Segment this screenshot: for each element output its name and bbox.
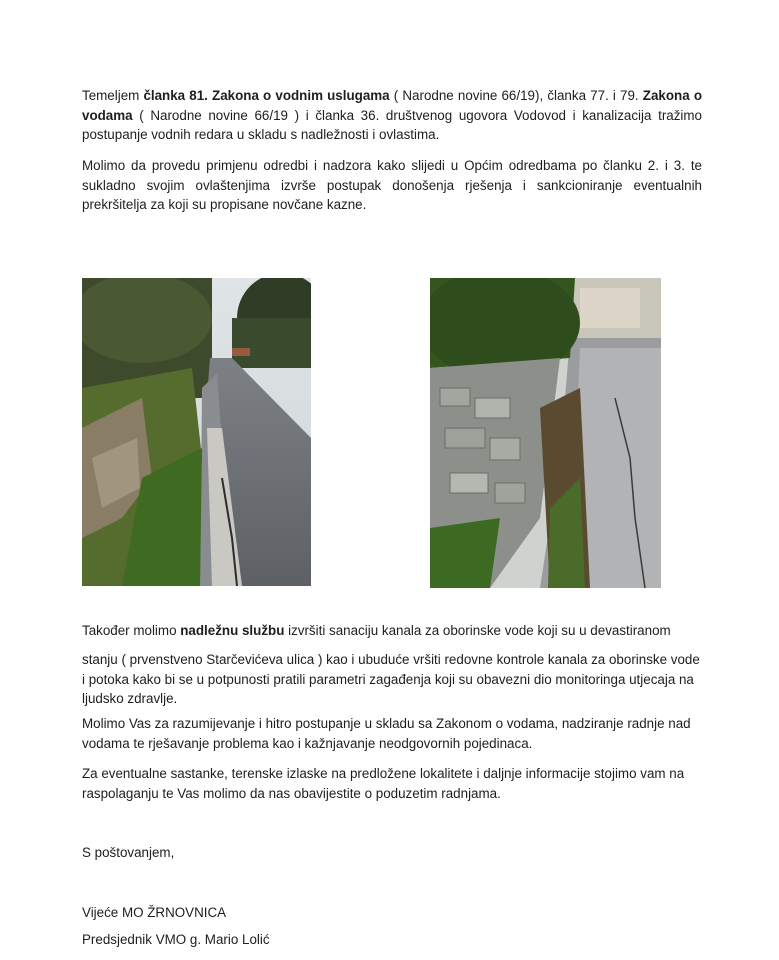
bold-law-reference: Zakona o vodama xyxy=(82,88,702,123)
text: ( Narodne novine 66/19), članka 77. i 79. xyxy=(389,88,643,103)
paragraph-understanding xyxy=(82,714,702,753)
signature-president: Predsjednik VMO g. Mario Lolić xyxy=(82,932,270,947)
paragraph-repair-continued xyxy=(82,650,702,709)
text: stanju ( prvenstveno Starčevićeva ulica ) kao i ubuduće vršiti redovne kontrole kanala za oborinske vode i potoka kako bi se u potpunosti pratili parametri zagađenja koji su obavezni dio monitoringa utjecaja na ljudsko zdravlje. xyxy=(82,652,700,706)
photo-road-stone-wall xyxy=(82,278,311,586)
bold-service: nadležnu službu xyxy=(180,623,285,638)
text: Također molimo xyxy=(82,623,181,638)
text: Molimo da provedu primjenu odredbi i nadzora kako slijedi u Općim odredbama po članku 2. i 3. te sukladno svojim ovlaštenjima izvrše postupak donošenja rješenja i sankcioniranje eventualnih prekršitelja za koji su propisane novčane kazne. xyxy=(82,158,702,212)
closing-greeting: S poštovanjem, xyxy=(82,845,175,860)
text: Temeljem xyxy=(82,88,144,103)
text: Molimo Vas za razumijevanje i hitro postupanje u skladu sa Zakonom o vodama, nadziranje radnje nad vodama te rješavanje problema kao i kažnjavanje neodgovornih pojedinaca. xyxy=(82,716,691,751)
paragraph-meetings xyxy=(82,764,702,803)
text: Za eventualne sastanke, terenske izlaske na predložene lokalitete i daljnje informacije stojimo vam na raspolaganju te Vas molimo da nas obavijestite o poduzetim radnjama. xyxy=(82,766,685,801)
paragraph-legal-basis xyxy=(82,86,702,145)
text: ( Narodne novine 66/19 ) i članka 36. društvenog ugovora Vodovod i kanalizacija tražimo postupanje vodnih redara u skladu s nadležnosti i ovlastima. xyxy=(82,107,702,142)
bold-law-reference: članka 81. Zakona o vodnim uslugama xyxy=(143,88,390,103)
paragraph-repair-request xyxy=(82,621,702,641)
signature-council: Vijeće MO ŽRNOVNICA xyxy=(82,905,227,920)
photo-damaged-wall-road xyxy=(430,278,661,588)
text: izvršiti sanaciju kanala za oborinske vode koji su u devastiranom xyxy=(284,623,671,638)
paragraph-request xyxy=(82,156,702,215)
